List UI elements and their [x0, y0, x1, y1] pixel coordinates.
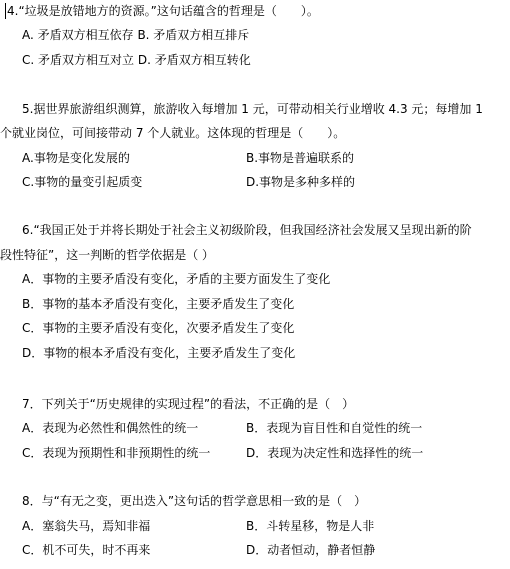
- q8-option-c: C．机不可失，时不再来: [22, 543, 151, 557]
- q6-stem-line2: 段性特征”，这一判断的哲学依据是（ ）: [0, 248, 215, 262]
- text-cursor: [5, 3, 6, 19]
- q8-option-b: B．斗转星移，物是人非: [246, 519, 375, 533]
- q7-stem: 7．下列关于“历史规律的实现过程”的看法，不正确的是（ ）: [22, 397, 355, 411]
- q7-option-b: B．表现为盲目性和自觉性的统一: [246, 421, 423, 435]
- q5-option-c: C.事物的量变引起质变: [22, 175, 143, 189]
- q5-stem-line1: 5.据世界旅游组织测算，旅游收入每增加 1 元，可带动相关行业增收 4.3 元；每增加 1: [22, 102, 483, 116]
- q7-option-d: D．表现为决定性和选择性的统一: [246, 446, 424, 460]
- q6-option-a: A．事物的主要矛盾没有变化，矛盾的主要方面发生了变化: [22, 272, 331, 286]
- q6-option-c: C．事物的主要矛盾没有变化，次要矛盾发生了变化: [22, 321, 295, 335]
- q8-option-d: D．动者恒动，静者恒静: [246, 543, 376, 557]
- q8-option-a: A．塞翁失马，焉知非福: [22, 519, 151, 533]
- q6-option-b: B．事物的基本矛盾没有变化，主要矛盾发生了变化: [22, 297, 295, 311]
- q8-stem: 8．与“有无之变，更出迭入”这句话的哲学意思相一致的是（ ）: [22, 494, 367, 508]
- q5-option-b: B.事物是普遍联系的: [246, 151, 355, 165]
- q6-stem-line1: 6.“我国正处于并将长期处于社会主义初级阶段，但我国经济社会发展又呈现出新的阶: [22, 223, 472, 237]
- q5-stem-line2: 个就业岗位，可间接带动 7 个人就业。这体现的哲理是（ ）。: [0, 126, 346, 140]
- q5-option-d: D.事物是多种多样的: [246, 175, 356, 189]
- q4-options-row1: A. 矛盾双方相互依存 B. 矛盾双方相互排斥: [22, 28, 250, 42]
- q4-options-row2: C. 矛盾双方相互对立 D. 矛盾双方相互转化: [22, 53, 251, 67]
- q7-option-a: A．表现为必然性和偶然性的统一: [22, 421, 199, 435]
- q5-option-a: A.事物是变化发展的: [22, 151, 130, 165]
- q6-option-d: D．事物的根本矛盾没有变化，主要矛盾发生了变化: [22, 346, 296, 360]
- q7-option-c: C．表现为预期性和非预期性的统一: [22, 446, 211, 460]
- q4-stem: 4.“垃圾是放错地方的资源。”这句话蕴含的哲理是（ ）。: [7, 4, 319, 18]
